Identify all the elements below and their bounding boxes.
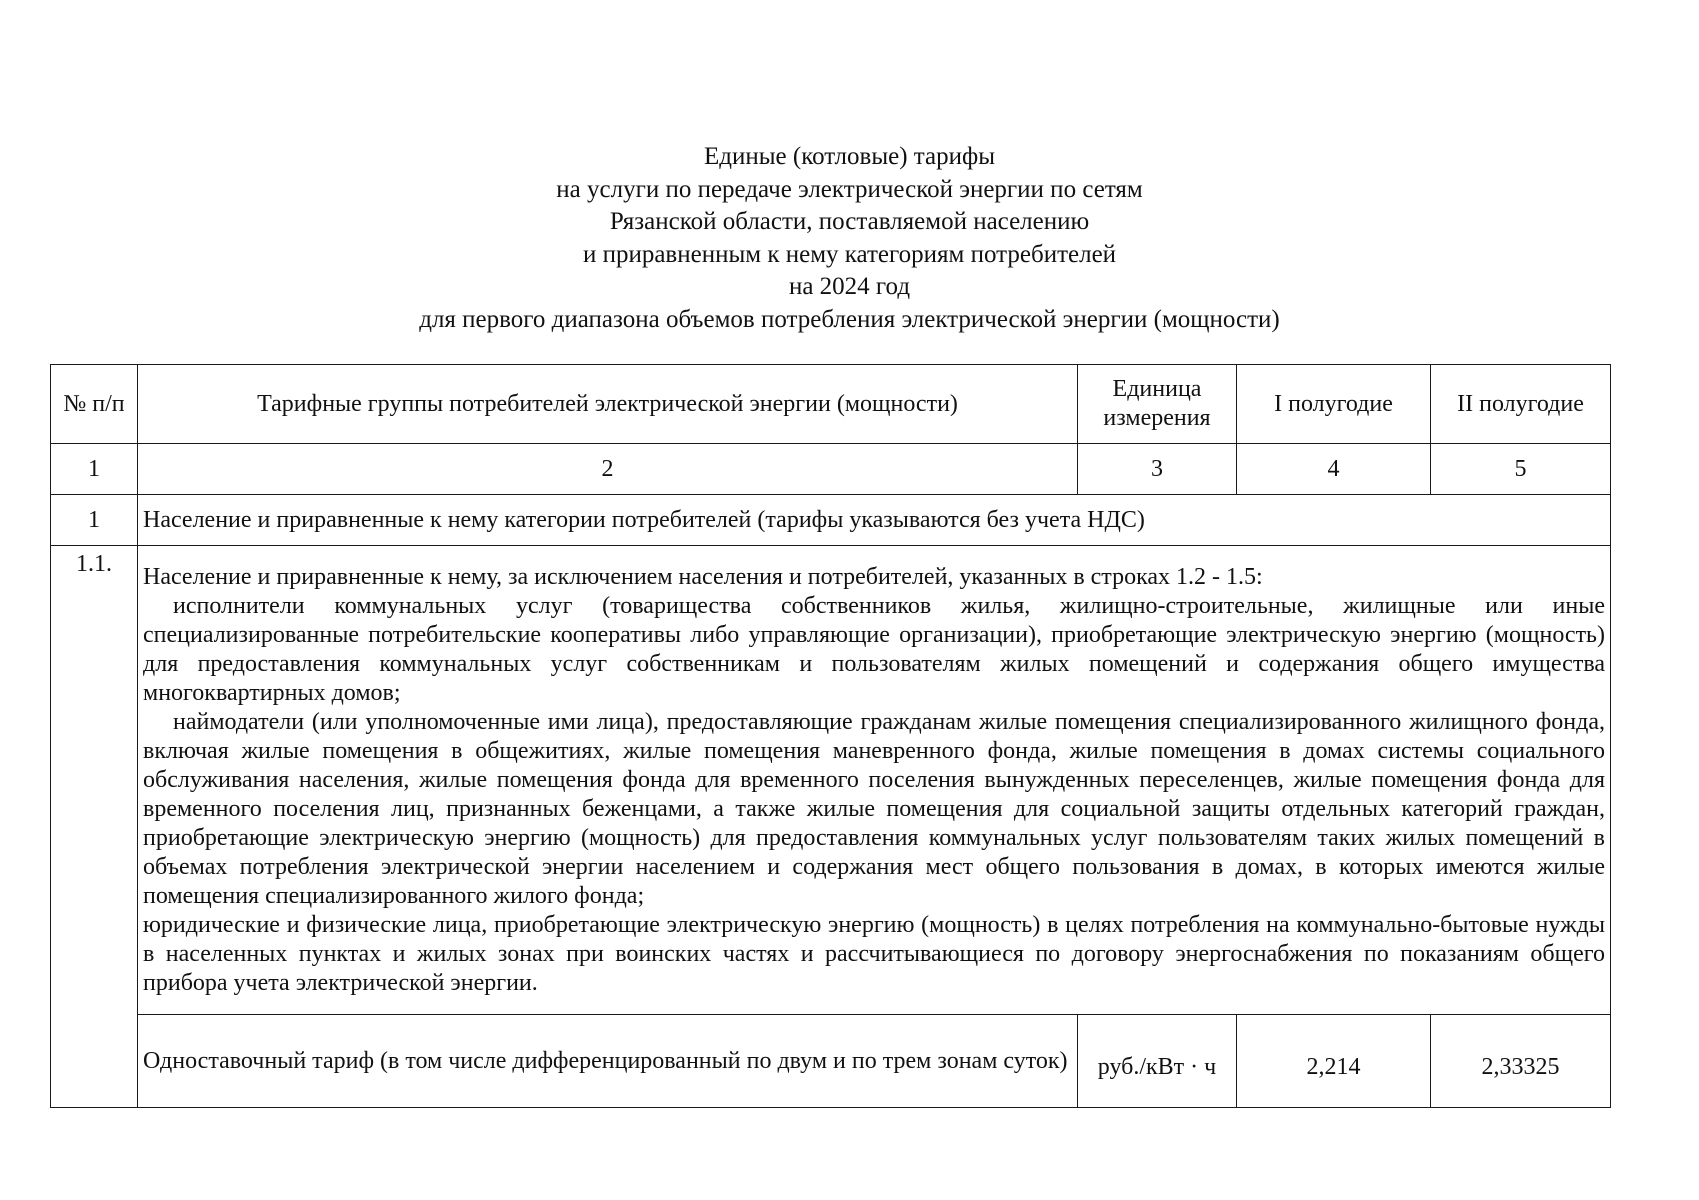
- header-unit: [1078, 365, 1237, 444]
- title-line-3: Рязанской области, поставляемой населению: [609, 208, 1090, 235]
- title-line-1: Единые (котловые) тарифы: [703, 143, 995, 170]
- section-num: 1: [51, 495, 138, 546]
- subsection-num: 1.1.: [51, 546, 138, 1108]
- rate-unit: руб./кВт · ч: [1078, 1015, 1237, 1108]
- tariff-table: [50, 364, 1611, 1108]
- section-text: Население и приравненные к нему категории потребителей (тарифы указываются без учета НДС): [138, 495, 1611, 546]
- rate-description: Одноставочный тариф (в том числе дифференцированный по двум и по трем зонам суток): [138, 1015, 1078, 1108]
- header-half-1: I полугодие: [1237, 365, 1431, 444]
- document-title: [0, 141, 1699, 336]
- table-index-row: [51, 444, 1611, 495]
- subsection-paragraph-1: Население и приравненные к нему, за исключением населения и потребителей, указанных в строках 1.2 - 1.5:: [143, 563, 1263, 590]
- rate-half-2-value: 2,33325: [1431, 1015, 1611, 1108]
- subsection-paragraph-2: исполнители коммунальных услуг (товарищества собственников жилья, жилищно-строительные, жилищные или иные специализированные потребительские кооперативы либо управляющие организации), приобретающие электрическую энергию (мощность) для предоставления коммунальных услуг собственникам и пользователям жилых помещений и содержания общего имущества многоквартирных домов;: [143, 592, 1605, 706]
- index-cell-5: 5: [1431, 444, 1611, 495]
- title-line-6: для первого диапазона объемов потребления электрической энергии (мощности): [419, 305, 1280, 333]
- header-half-2: II полугодие: [1431, 365, 1611, 444]
- header-num: № п/п: [51, 365, 138, 444]
- subsection-row: [51, 546, 1611, 1015]
- rate-half-1-value: 2,214: [1237, 1015, 1431, 1108]
- subsection-paragraph-4: юридические и физические лица, приобретающие электрическую энергию (мощность) в целях потребления на коммунально-бытовые нужды в населенных пунктах и жилых зонах при воинских частях и рассчитывающиеся по договору энергоснабжения по показаниям общего прибора учета электрической энергии.: [143, 911, 1605, 996]
- index-cell-3: 3: [1078, 444, 1237, 495]
- rate-row: [51, 1015, 1611, 1108]
- header-unit-line-1: Единица: [1112, 376, 1202, 402]
- header-group: Тарифные группы потребителей электрической энергии (мощности): [138, 365, 1078, 444]
- subsection-paragraph-3: наймодатели (или уполномоченные ими лица), предоставляющие гражданам жилые помещения специализированного жилищного фонда, включая жилые помещения в общежитиях, жилые помещения маневренного фонда, жилые помещения в домах системы социального обслуживания населения, жилые помещения фонда для временного поселения вынужденных переселенцев, жилые помещения фонда для временного поселения лиц, признанных беженцами, а также жилые помещения для социальной защиты отдельных категорий граждан, приобретающие электрическую энергию (мощность) для предоставления коммунальных услуг пользователям таких жилых помещений в объемах потребления электрической энергии населением и содержания мест общего пользования в домах, в которых имеются жилые помещения специализированного жилого фонда;: [143, 708, 1605, 909]
- index-cell-4: 4: [1237, 444, 1431, 495]
- section-row: [51, 495, 1611, 546]
- header-unit-line-2: измерения: [1103, 405, 1211, 431]
- table-header-row: [51, 365, 1611, 444]
- index-cell-2: 2: [138, 444, 1078, 495]
- title-line-5: на 2024 год: [788, 273, 911, 300]
- subsection-description: [138, 546, 1611, 1015]
- title-line-4: и приравненным к нему категориям потребителей: [582, 240, 1117, 268]
- index-cell-1: 1: [51, 444, 138, 495]
- title-line-2: на услуги по передаче электрической энергии по сетям: [556, 175, 1143, 203]
